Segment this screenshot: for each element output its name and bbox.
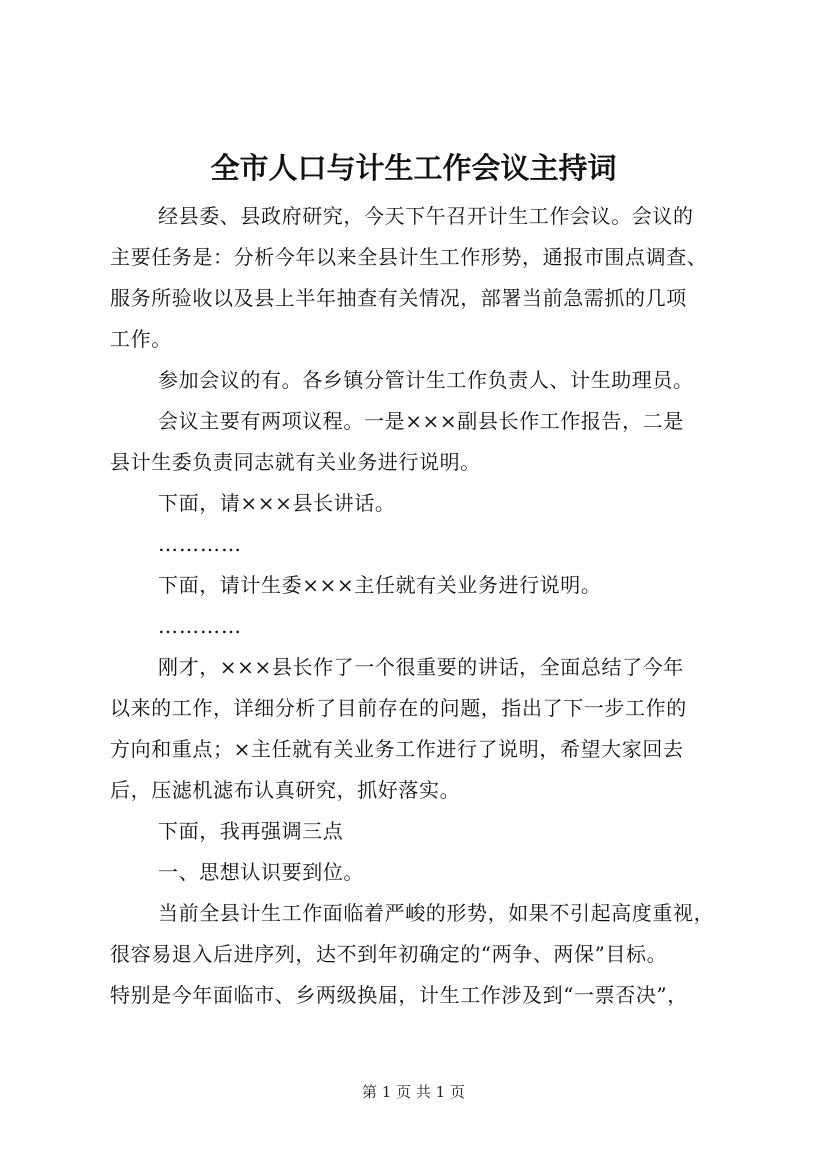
paragraph-6 — [110, 647, 720, 811]
paragraph-5 — [110, 565, 720, 606]
text-line: 很容易退入后进序列，达不到年初确定的“两争、两保”目标。 — [110, 942, 668, 966]
text-line: 下面，请计生委×××主任就有关业务进行说明。 — [158, 573, 602, 597]
text-line: 经县委、县政府研究，今天下午召开计生工作会议。会议的 — [158, 204, 694, 228]
ellipsis-line: ………… — [158, 614, 242, 638]
text-line: 方向和重点；×主任就有关业务工作进行了说明，希望大家回去 — [110, 737, 684, 761]
text-line: 下面，请×××县长讲话。 — [158, 491, 396, 515]
text-line: 下面，我再强调三点 — [158, 819, 344, 843]
document-body — [110, 196, 720, 1016]
paragraph-8 — [110, 893, 720, 1016]
paragraph-4 — [110, 483, 720, 524]
text-line: 以来的工作，详细分析了目前存在的问题，指出了下一步工作的 — [110, 696, 687, 720]
ellipsis-line: ………… — [158, 532, 242, 556]
page-footer: 第 1 页 共 1 页 — [362, 1083, 465, 1101]
text-line: 服务所验收以及县上半年抽查有关情况，部署当前急需抓的几项 — [110, 286, 687, 310]
text-line: 工作。 — [110, 327, 172, 351]
section-heading — [110, 852, 720, 893]
paragraph-7 — [110, 811, 720, 852]
paragraph-3 — [110, 401, 720, 483]
text-line: 特别是今年面临市、乡两级换届，计生工作涉及到“一票否决”， — [110, 983, 688, 1007]
text-line: 会议主要有两项议程。一是×××副县长作工作报告，二是 — [158, 409, 684, 433]
paragraph-2 — [110, 360, 720, 401]
text-line: 一、思想认识要到位。 — [158, 860, 364, 884]
text-line: 县计生委负责同志就有关业务进行说明。 — [110, 450, 481, 474]
text-line: 后，压滤机滤布认真研究，抓好落实。 — [110, 778, 461, 802]
text-line: 当前全县计生工作面临着严峻的形势，如果不引起高度重视， — [158, 901, 715, 925]
paragraph-1 — [110, 196, 720, 360]
text-line: 主要任务是：分析今年以来全县计生工作形势，通报市围点调查、 — [110, 245, 708, 269]
document-title: 全市人口与计生工作会议主持词 — [210, 151, 617, 185]
text-line: 刚才，×××县长作了一个很重要的讲话，全面总结了今年 — [158, 655, 684, 679]
text-line: 参加会议的有。各乡镇分管计生工作负责人、计生助理员。 — [158, 368, 694, 392]
